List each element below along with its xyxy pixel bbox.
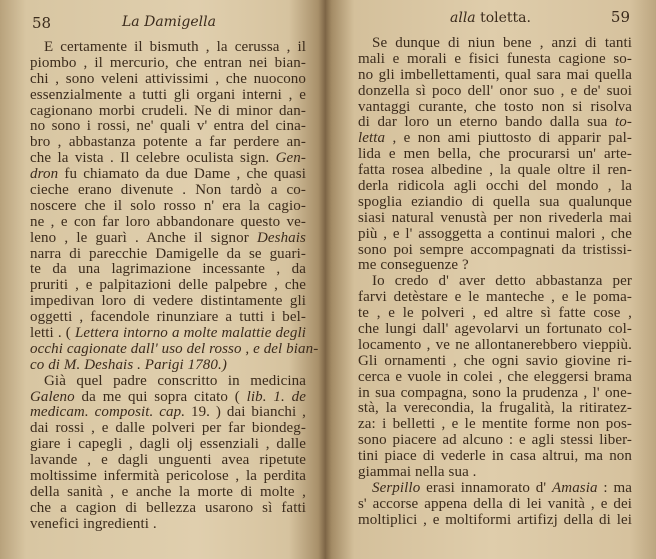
text-line bbox=[30, 247, 306, 263]
text: stà, la verecondia, la frugalità, la ritiratez- bbox=[358, 400, 632, 417]
text: chi , sono veleni attivissimi , che nuocono bbox=[30, 70, 306, 87]
left-page bbox=[30, 0, 319, 559]
text-line bbox=[30, 485, 306, 501]
text: , e non ami piuttosto di apparir pal- bbox=[385, 130, 632, 147]
text: Gli ornamenti , che ogni savio giovine ri- bbox=[358, 352, 632, 369]
text-line bbox=[358, 338, 632, 354]
text-line bbox=[358, 84, 632, 100]
text-line bbox=[358, 417, 632, 433]
text-line bbox=[30, 72, 306, 88]
text-line bbox=[30, 469, 306, 485]
text: za: i belletti , e le mentite forme non pos- bbox=[358, 416, 632, 433]
text-line bbox=[358, 163, 632, 179]
text: sono poi sempre accompagnati da tristissi- bbox=[358, 241, 632, 258]
text: più , e l' assoggetta a continui malori , che bbox=[358, 225, 632, 242]
text-line bbox=[358, 147, 632, 163]
page-number: 58 bbox=[32, 14, 52, 32]
text-line bbox=[358, 465, 632, 481]
text-line bbox=[358, 386, 632, 402]
text: dai rossi , e dalle polveri per far biondeg- bbox=[30, 420, 306, 437]
text: te da una lagrimazione incessante , da bbox=[30, 261, 306, 278]
text-line bbox=[30, 340, 319, 358]
italic-text: Amasia bbox=[552, 479, 598, 496]
page-header bbox=[30, 14, 306, 34]
running-head: La Damigella bbox=[122, 14, 216, 30]
text-line bbox=[30, 294, 306, 310]
text-line bbox=[30, 358, 306, 374]
right-page bbox=[358, 0, 632, 559]
text-line bbox=[30, 215, 306, 231]
italic-text: Serpillo bbox=[372, 479, 421, 496]
text-line bbox=[358, 52, 632, 68]
text: me conseguenze ? bbox=[358, 257, 469, 274]
italic-text: lib. 1. de bbox=[246, 388, 306, 405]
text-line bbox=[358, 449, 632, 465]
text: sono piacere ad alcuno : e agli stessi liber- bbox=[358, 432, 632, 449]
text-line bbox=[358, 401, 632, 417]
text-line bbox=[358, 513, 632, 529]
text-line bbox=[358, 227, 632, 243]
italic-text: occhi cagionate dall' uso del rosso , e del bian- bbox=[30, 340, 319, 357]
text-line bbox=[358, 115, 632, 131]
text: s' accorse appena della di lei vanità , e dei bbox=[358, 495, 632, 512]
text-line bbox=[358, 131, 632, 147]
text: mali e morali e fisici funesta cagione so- bbox=[358, 50, 632, 67]
italic-text: Deshais bbox=[256, 229, 306, 246]
text-line bbox=[358, 68, 632, 84]
text: cerca e vuole in colei , che eleggersi brama bbox=[358, 368, 632, 385]
running-head-italic: alla bbox=[450, 10, 476, 26]
text-line bbox=[30, 453, 306, 469]
text: bro , abbastanza potente a far perdere an- bbox=[30, 134, 306, 151]
text: che la vista . Il celebre oculista sign. bbox=[30, 150, 276, 167]
text: da me qui sopra citato ( bbox=[74, 388, 247, 405]
text: donzella sì poco dell' onor suo , e de' suoi bbox=[358, 82, 632, 99]
text: giare i capegli , dagli olj essenziali , dalle bbox=[30, 436, 306, 453]
text: narra di parecchie Damigelle da se guari- bbox=[30, 245, 306, 262]
running-head bbox=[450, 10, 531, 26]
text: di dar loro un eterno bando dalla sua bbox=[358, 114, 616, 131]
text: leno , le guarì . Anche il signor bbox=[30, 229, 257, 246]
text: moltiplici , e moltiformi artifizj della di lei bbox=[358, 511, 632, 528]
italic-text: medicam. composit. cap. bbox=[30, 404, 186, 421]
text: noscere che il solo rosso n' era la cagio- bbox=[30, 197, 306, 214]
text: siasi natural venustà per non rivederla mai bbox=[358, 209, 632, 226]
italic-text: Lettera intorno a molte malattie degli bbox=[74, 325, 307, 342]
text-line bbox=[30, 119, 306, 135]
text-line bbox=[30, 501, 306, 517]
text-line bbox=[30, 262, 306, 278]
text: tini piace di vederle in casa altrui, ma non bbox=[358, 448, 632, 465]
text-line bbox=[358, 100, 632, 116]
italic-text: co di M. Deshais . Parigi 1780.) bbox=[30, 356, 227, 373]
text-line bbox=[358, 36, 632, 52]
text: te , e le polveri , ed altre sì fatte cose , bbox=[358, 305, 632, 322]
text-line bbox=[358, 290, 632, 306]
text: derla ridicola agli occhi del mondo , la bbox=[358, 178, 632, 195]
text: 19. ) dai bianchi , bbox=[185, 404, 306, 421]
text: essenzialmente a tutti gli organi interni , e bbox=[30, 86, 306, 103]
text: fu chiamato da due Dame , che quasi bbox=[58, 166, 306, 183]
text-line bbox=[358, 195, 632, 211]
text-line bbox=[30, 56, 306, 72]
text: spoglia eziandio di quella sua qualunque bbox=[358, 193, 632, 210]
text: letti . ( bbox=[30, 325, 75, 342]
text: che a cagion di bellezza usarono sì fatti bbox=[30, 499, 306, 516]
text-line bbox=[358, 354, 632, 370]
text-line bbox=[358, 497, 632, 513]
italic-text: letta bbox=[358, 130, 386, 147]
text: vantaggi curante, che tosto non si risolva bbox=[358, 98, 632, 115]
text-line bbox=[358, 481, 632, 497]
text: erasi innamorato d' bbox=[420, 479, 553, 496]
text: impedivan loro di vedere distintamente gli bbox=[30, 293, 306, 310]
text: cieche erano divenute . Non tardò a co- bbox=[30, 182, 306, 199]
text-line bbox=[30, 421, 306, 437]
text-line bbox=[358, 211, 632, 227]
page-header bbox=[358, 10, 632, 30]
text-line bbox=[30, 231, 306, 247]
text: no gli imbellettamenti, qual sara mai quella bbox=[358, 66, 632, 83]
text: della sanità , e anche la morte di molte , bbox=[30, 483, 306, 500]
text: oggetti , facendole rinunziare a tutti i bel- bbox=[30, 309, 306, 326]
text: che lungi dall' agevolarvi un fortunato col- bbox=[358, 321, 632, 338]
text-line bbox=[30, 374, 306, 390]
text-line bbox=[358, 274, 632, 290]
text: farvi detèstare e le manteche , e le poma- bbox=[358, 289, 632, 306]
text-line bbox=[30, 390, 306, 406]
text: : ma bbox=[597, 479, 632, 496]
text-line bbox=[358, 179, 632, 195]
text: Io credo d' aver detto abbastanza per bbox=[372, 273, 632, 290]
text-line bbox=[30, 199, 306, 215]
text: piombo , il mercurio, che entran nei bian- bbox=[30, 54, 306, 71]
text-line bbox=[30, 40, 306, 56]
text: lavande , e dagli unguenti avea ripetute bbox=[30, 452, 306, 469]
text: ne , e con far loro abbandonare questo ve- bbox=[30, 213, 306, 230]
text: no sono i rossi, ne' quali v' entra del cina- bbox=[30, 118, 306, 135]
text-line bbox=[30, 167, 306, 183]
text: moltissime infermità pericolose , la perdita bbox=[30, 468, 306, 485]
text-line bbox=[30, 278, 306, 294]
text-line bbox=[358, 433, 632, 449]
text-line bbox=[358, 370, 632, 386]
body-text bbox=[358, 36, 632, 529]
text-line bbox=[30, 310, 306, 326]
text-line bbox=[358, 322, 632, 338]
text: fatta rosea albedine , la quale oltre il ren- bbox=[358, 162, 632, 179]
running-head-rest: toletta. bbox=[475, 10, 531, 26]
italic-text: to- bbox=[615, 114, 632, 131]
italic-text: Galeno bbox=[30, 388, 75, 405]
italic-text: Gen- bbox=[275, 150, 306, 167]
text-line bbox=[30, 405, 306, 421]
text-line bbox=[358, 258, 632, 274]
text: Già quel padre conscritto in medicina bbox=[44, 372, 306, 389]
text-line bbox=[30, 151, 306, 167]
text: giammai nella sua . bbox=[358, 464, 477, 481]
text-line bbox=[30, 104, 306, 120]
text-line bbox=[30, 135, 306, 151]
text-line bbox=[30, 88, 306, 104]
text: in sua compagna, sono la prudenza , l' one- bbox=[358, 384, 632, 401]
text: lida e men bella, che procurarsi un' arte- bbox=[358, 146, 632, 163]
text: pruriti , e palpitazioni delle palpebre , che bbox=[30, 277, 306, 294]
text-line bbox=[30, 517, 306, 533]
text-line bbox=[358, 243, 632, 259]
text: venefici ingredienti . bbox=[30, 515, 157, 532]
text-line bbox=[30, 437, 306, 453]
text: E certamente il bismuth , la cerussa , il bbox=[44, 39, 306, 55]
text: locamento , ve ne allontanerebbero vieppiù. bbox=[358, 336, 632, 353]
text-line bbox=[30, 326, 306, 342]
text: Se dunque di niun bene , anzi di tanti bbox=[372, 35, 632, 51]
page-number: 59 bbox=[610, 8, 630, 26]
text-line bbox=[358, 306, 632, 322]
text: cagionano morbi crudeli. Ne di minor dan- bbox=[30, 102, 306, 119]
body-text bbox=[30, 39, 319, 533]
italic-text: dron bbox=[30, 166, 59, 183]
text-line bbox=[30, 183, 306, 199]
